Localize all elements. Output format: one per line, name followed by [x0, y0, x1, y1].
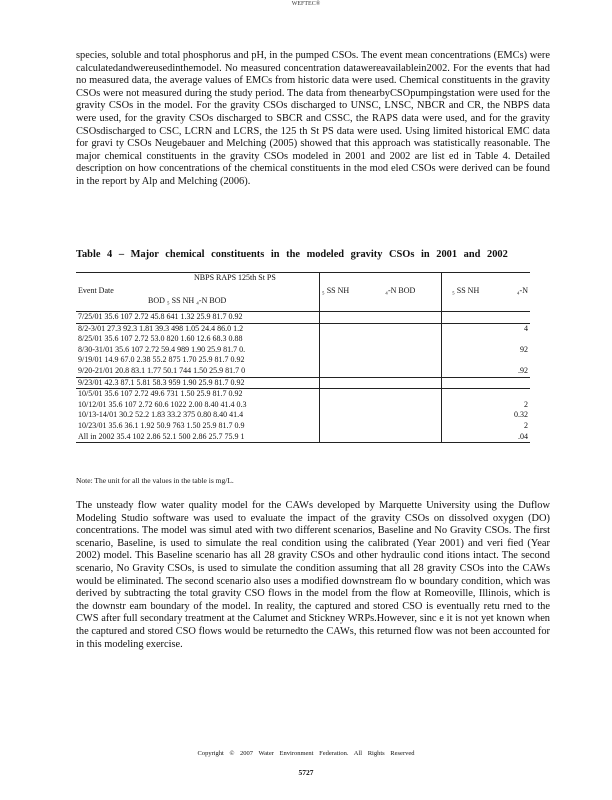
- table-cell: 2: [524, 420, 528, 430]
- table-cell: [319, 345, 441, 356]
- table-cell: [319, 355, 441, 366]
- table-cell: 8/2-3/01 27.3 92.3 1.81 39.3 498 1.05 24.4 86.0 1.2: [76, 323, 319, 334]
- table-row: [76, 345, 530, 356]
- table-cell: .04: [441, 432, 530, 443]
- body-paragraph-2: The unsteady flow water quality model for the CAWs developed by Marquette University using the Duflow Modeling Studio software was used to evaluate the impact of the gravity CSOs on dissolved oxygen (DO) concentrations. The model was simul ated with two different scenarios, Baseline and No Gravity CSOs. The first scenario, Baseline, is used to simulate the real condition using the calibrated (Year 2001) and veri fied (Year 2002) model. This Baseline scenario has all 28 gravity CSOs and other hydraulic cond itions intact. The second scenario, No Gravity CSOs, is used to simulate the condition assuming that all 28 gravity CSOs into the CAWs would be eliminated. The second scenario also uses a modified downstream flo w boundary condition, which was derived by subtracting the total gravity CSO flows in the model from the flow at Romeoville, Illinois, which is the downstr eam boundary of the model. In reality, the captured and stored CSO is eventually retu rned to the CWS after full secondary treatment at the Calumet and Stickney WRPs.However, sinc e it is not yet known when the captured and stored CSO flows would be returnedto the CAWs, this returned flow was not been accounted for in this modeling exercise.: [76, 500, 550, 650]
- table-caption: Table 4 – Major chemical constituents in the modeled gravity CSOs in 2001 and 2002: [76, 249, 508, 260]
- header-constituents-2a: ₅ SS NH: [321, 286, 350, 295]
- table-row: [76, 421, 530, 432]
- header-constituents-1: BOD ₅ SS NH ₄-N BOD: [148, 296, 227, 306]
- table-cell: 9/23/01 42.3 87.1 5.81 58.3 959 1.90 25.9 81.7 0.92: [76, 377, 319, 389]
- table-cell: 10/12/01 35.6 107 2.72 60.6 1022 2.00 8.40 41.4 0.3: [76, 400, 319, 411]
- header-plant-labels: NBPS RAPS 125th St PS: [194, 273, 276, 282]
- table-cell: [319, 432, 441, 443]
- table-cell: 2: [524, 399, 528, 409]
- table-cell: All in 2002 35.4 102 2.86 52.1 500 2.86 25.7 75.9 1: [76, 432, 319, 443]
- header-constituents-3a: ₅ SS NH: [451, 286, 480, 295]
- table-cell: [441, 389, 530, 400]
- table-cell: 8/30-31/01 35.6 107 2.72 59.4 989 1.90 25.9 81.7 0.: [76, 345, 319, 356]
- table-cell: 9/20-21/01 20.8 83.1 1.77 50.1 744 1.50 25.9 81.7 0: [76, 366, 319, 377]
- table-note: Note: The unit for all the values in the table is mg/L.: [76, 476, 234, 485]
- table-cell: [319, 334, 441, 345]
- table-cell: [319, 410, 441, 421]
- table-cell: [319, 366, 441, 377]
- table-cell: [319, 377, 441, 389]
- table-cell: [319, 389, 441, 400]
- table-cell: [441, 377, 530, 389]
- header-cell-nbps-raps: [76, 273, 319, 312]
- table-cell: .92: [441, 366, 530, 377]
- table-row: [76, 377, 530, 389]
- table-cell: 0.32: [514, 410, 528, 420]
- table-cell: [319, 400, 441, 411]
- table-cell: 10/13-14/01 30.2 52.2 1.83 33.2 375 0.80 8.40 41.4: [76, 410, 319, 421]
- table-row: [76, 410, 530, 421]
- table-row: [76, 366, 530, 377]
- table-row: [76, 312, 530, 324]
- header-constituents-2b: ₄-N BOD: [385, 286, 416, 295]
- table-row: [76, 334, 530, 345]
- table-cell: [319, 323, 441, 334]
- table-header-row: [76, 273, 530, 312]
- table-cell: 7/25/01 35.6 107 2.72 45.8 641 1.32 25.9 81.7 0.92: [76, 312, 319, 324]
- table-cell: [441, 312, 530, 324]
- table-row: [76, 355, 530, 366]
- header-cell-125th: [319, 273, 441, 312]
- page-number: 5727: [298, 768, 314, 777]
- header-event-date: Event Date: [78, 285, 114, 295]
- running-header: WEFTEC®: [291, 1, 321, 7]
- table-cell: 4: [524, 323, 528, 333]
- table-row: [76, 400, 530, 411]
- constituents-table-wrapper: [76, 272, 530, 443]
- table-cell: 8/25/01 35.6 107 2.72 53.0 820 1.60 12.6 68.3 0.88: [76, 334, 319, 345]
- table-cell: [319, 312, 441, 324]
- copyright-footer: Copyright © 2007 Water Environment Federation. All Rights Reserved: [197, 750, 415, 757]
- table-cell: [441, 355, 530, 366]
- table-cell: 9/19/01 14.9 67.0 2.38 55.2 875 1.70 25.9 81.7 0.92: [76, 355, 319, 366]
- header-cell-right: [441, 273, 530, 312]
- table-cell: [319, 421, 441, 432]
- table-row: [76, 323, 530, 334]
- table-cell: 92: [520, 344, 528, 354]
- constituents-table: [76, 272, 530, 443]
- table-cell: 10/23/01 35.6 36.1 1.92 50.9 763 1.50 25.9 81.7 0.9: [76, 421, 319, 432]
- table-row: [76, 432, 530, 443]
- table-row: [76, 389, 530, 400]
- table-cell: 10/5/01 35.6 107 2.72 49.6 731 1.50 25.9 81.7 0.92: [76, 389, 319, 400]
- body-paragraph-1: species, soluble and total phosphorus and pH, in the pumped CSOs. The event mean concentrations (EMCs) were calculatedandwereusedinthemodel. No measured concentration datawereavailablein2002. For the events that had no measured data, the average values of EMCs from historic data were used. Chemical constituents in the gravity CSOs were not measured during the study period. The data from thenearbyCSOpumpingstation were used for the gravity CSOs in the model. For the gravity CSOs discharged to UNSC, LNSC, NBCR and CR, the NBPS data were used, for the gravity CSOs discharged to SBCR and CSSC, the RAPS data were used, and for the gravity CSOsdischarged to CSC, LCRN and LCRS, the 125 th St PS data were used. Using limited historical EMC data for gravi ty CSOs Neugebauer and Melching (2005) showed that this approach was statistically reasonable. The major chemical constituents in the gravity CSOs modeled in 2001 and 2002 are list ed in Table 4. Detailed description on how concentrations of the chemical constituents in the mod eled CSOs were derived can be found in the report by Alp and Melching (2006).: [76, 50, 550, 187]
- table-cell: [441, 334, 530, 345]
- header-constituents-3b: ₄-N: [516, 286, 528, 295]
